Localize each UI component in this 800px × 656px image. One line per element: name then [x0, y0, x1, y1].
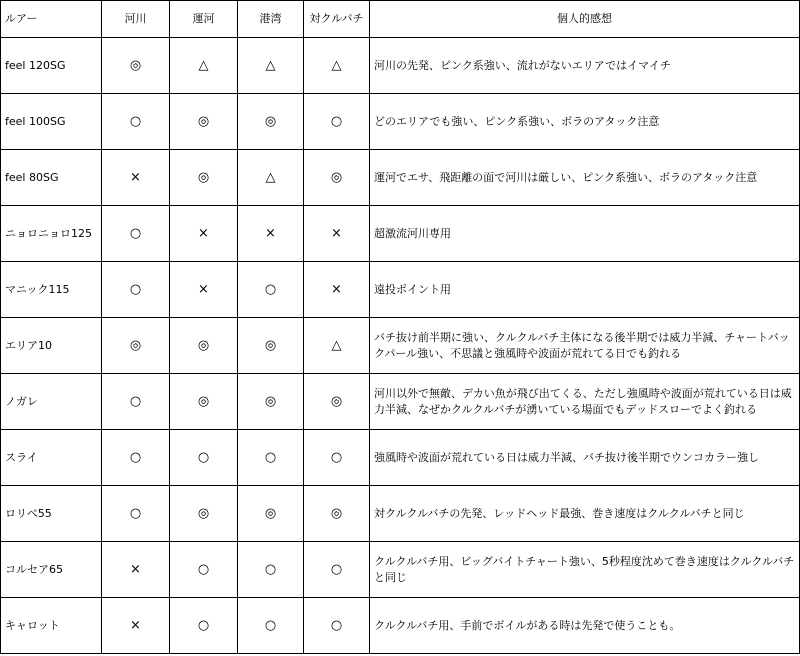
header-river: 河川 [102, 1, 170, 38]
harbor-rating: ○ [238, 598, 304, 654]
river-rating: ○ [102, 206, 170, 262]
lure-name: エリア10 [1, 318, 102, 374]
impression-comment: 河川以外で無敵、デカい魚が飛び出てくる、ただし強風時や波面が荒れている日は威力半減、なぜかクルクルバチが湧いている場面でもデッドスローでよく釣れる [370, 374, 800, 430]
impression-comment: バチ抜け前半期に強い、クルクルバチ主体になる後半期では威力半減、チャートバックパール強い、不思議と強風時や波面が荒れてる日でも釣れる [370, 318, 800, 374]
impression-comment: 河川の先発、ピンク系強い、流れがないエリアではイマイチ [370, 38, 800, 94]
river-rating: ○ [102, 430, 170, 486]
vs-kurukuru-rating: ○ [304, 430, 370, 486]
lure-name: キャロット [1, 598, 102, 654]
vs-kurukuru-rating: ◎ [304, 486, 370, 542]
vs-kurukuru-rating: ◎ [304, 150, 370, 206]
lure-name: コルセア65 [1, 542, 102, 598]
impression-comment: 遠投ポイント用 [370, 262, 800, 318]
canal-rating: × [170, 262, 238, 318]
harbor-rating: ◎ [238, 94, 304, 150]
vs-kurukuru-rating: ○ [304, 598, 370, 654]
table-row [1, 318, 800, 374]
table-row [1, 430, 800, 486]
vs-kurukuru-rating: ○ [304, 94, 370, 150]
harbor-rating: ◎ [238, 486, 304, 542]
lure-name: ノガレ [1, 374, 102, 430]
table-row [1, 262, 800, 318]
harbor-rating: △ [238, 38, 304, 94]
header-canal: 運河 [170, 1, 238, 38]
harbor-rating: ○ [238, 430, 304, 486]
harbor-rating: △ [238, 150, 304, 206]
table-row [1, 94, 800, 150]
canal-rating: ○ [170, 542, 238, 598]
river-rating: ◎ [102, 38, 170, 94]
impression-comment: クルクルバチ用、ビッグバイトチャート強い、5秒程度沈めて巻き速度はクルクルバチと同じ [370, 542, 800, 598]
header-harbor: 港湾 [238, 1, 304, 38]
harbor-rating: ○ [238, 542, 304, 598]
canal-rating: ○ [170, 598, 238, 654]
header-lure: ルアー [1, 1, 102, 38]
impression-comment: クルクルバチ用、手前でボイルがある時は先発で使うことも。 [370, 598, 800, 654]
vs-kurukuru-rating: ○ [304, 542, 370, 598]
vs-kurukuru-rating: × [304, 262, 370, 318]
lure-name: マニック115 [1, 262, 102, 318]
header-impression: 個人的感想 [370, 1, 800, 38]
harbor-rating: ○ [238, 262, 304, 318]
impression-comment: 運河でエサ、飛距離の面で河川は厳しい、ピンク系強い、ボラのアタック注意 [370, 150, 800, 206]
impression-comment: 超激流河川専用 [370, 206, 800, 262]
canal-rating: ◎ [170, 318, 238, 374]
vs-kurukuru-rating: ◎ [304, 374, 370, 430]
harbor-rating: ◎ [238, 318, 304, 374]
canal-rating: × [170, 206, 238, 262]
lure-name: feel 80SG [1, 150, 102, 206]
canal-rating: ◎ [170, 150, 238, 206]
lure-name: スライ [1, 430, 102, 486]
harbor-rating: ◎ [238, 374, 304, 430]
table-row [1, 542, 800, 598]
lure-name: ロリベ55 [1, 486, 102, 542]
river-rating: ○ [102, 94, 170, 150]
lure-name: feel 100SG [1, 94, 102, 150]
river-rating: ○ [102, 262, 170, 318]
table-row [1, 150, 800, 206]
vs-kurukuru-rating: △ [304, 318, 370, 374]
vs-kurukuru-rating: △ [304, 38, 370, 94]
river-rating: × [102, 150, 170, 206]
table-row [1, 598, 800, 654]
lure-name: feel 120SG [1, 38, 102, 94]
canal-rating: ◎ [170, 486, 238, 542]
river-rating: ○ [102, 374, 170, 430]
table-row [1, 374, 800, 430]
impression-comment: 強風時や波面が荒れている日は威力半減、バチ抜け後半期でウンコカラー強し [370, 430, 800, 486]
canal-rating: ◎ [170, 94, 238, 150]
vs-kurukuru-rating: × [304, 206, 370, 262]
canal-rating: ◎ [170, 374, 238, 430]
harbor-rating: × [238, 206, 304, 262]
header-row [1, 1, 800, 38]
river-rating: ◎ [102, 318, 170, 374]
river-rating: ○ [102, 486, 170, 542]
table-row [1, 206, 800, 262]
impression-comment: 対クルクルバチの先発、レッドヘッド最強、巻き速度はクルクルバチと同じ [370, 486, 800, 542]
header-vs-kurukuru: 対クルバチ [304, 1, 370, 38]
table-row [1, 38, 800, 94]
lure-name: ニョロニョロ125 [1, 206, 102, 262]
table-row [1, 486, 800, 542]
canal-rating: △ [170, 38, 238, 94]
river-rating: × [102, 542, 170, 598]
impression-comment: どのエリアでも強い、ピンク系強い、ボラのアタック注意 [370, 94, 800, 150]
canal-rating: ○ [170, 430, 238, 486]
river-rating: × [102, 598, 170, 654]
